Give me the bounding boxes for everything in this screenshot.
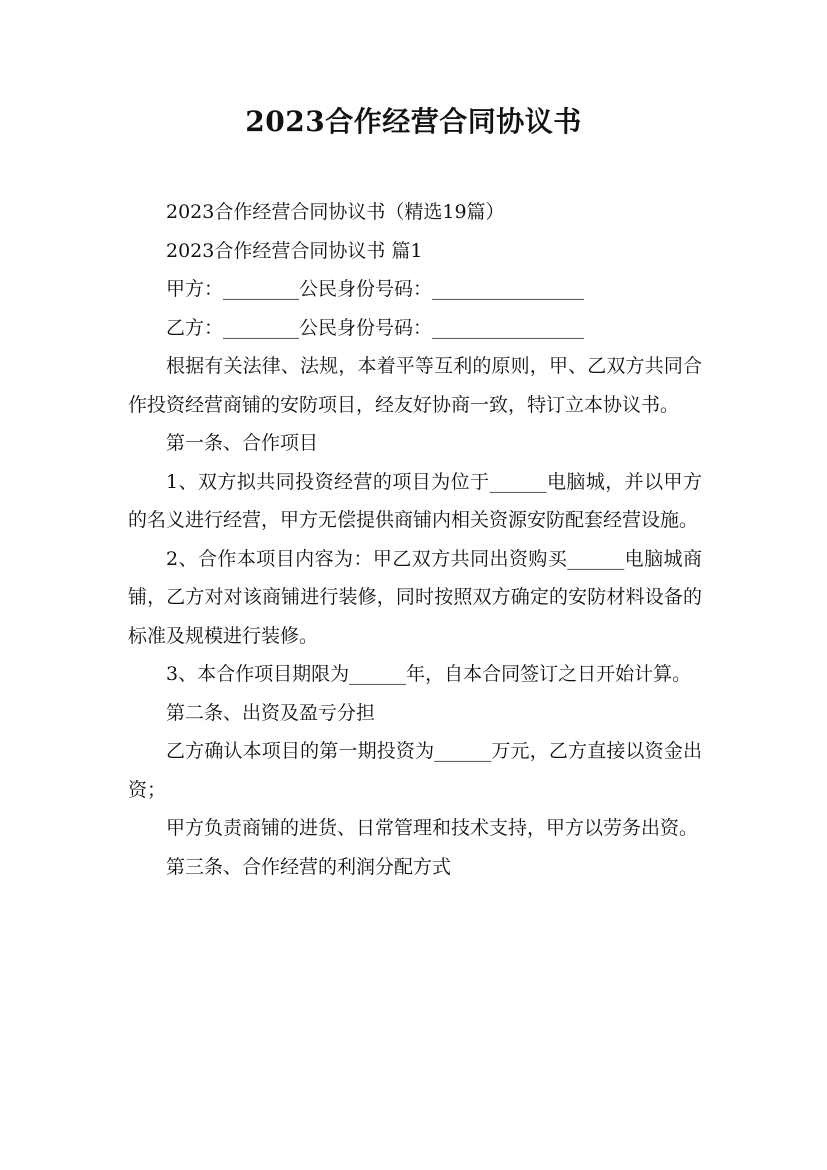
paragraph-article-2-labor: 甲方负责商铺的进货、日常管理和技术支持，甲方以劳务出资。 [166,817,699,839]
paragraph-article-1-item-1: 1、双方拟共同投资经营的项目为位于______电脑城，并以甲方的名义进行经营，甲方无偿提供商铺内相关资源安防配套经营设施。 [128,470,702,531]
paragraph-preamble: 根据有关法律、法规，本着平等互利的原则，甲、乙双方共同合作投资经营商铺的安防项目，经友好协商一致，特订立本协议书。 [128,355,702,416]
document-body [128,193,702,886]
paragraph-article-2-investment: 乙方确认本项目的第一期投资为______万元，乙方直接以资金出资； [128,740,702,801]
paragraph-article-1-item-3: 3、本合作项目期限为______年，自本合同签订之日开始计算。 [166,663,692,685]
paragraph-collection-title: 2023合作经营合同协议书（精选19篇） [166,201,505,223]
paragraph-party-b: 乙方：________公民身份号码：________________ [166,316,585,339]
paragraph-article-2-heading: 第二条、出资及盈亏分担 [166,701,376,724]
paragraph-article-1-item-2: 2、合作本项目内容为：甲乙双方共同出资购买______电脑城商铺，乙方对对该商铺进行装修，同时按照双方确定的安防材料设备的标准及规模进行装修。 [128,547,702,647]
paragraph-party-a: 甲方：________公民身份号码：________________ [166,278,585,300]
paragraph-section-heading: 2023合作经营合同协议书 篇1 [166,239,423,262]
paragraph-article-3-heading: 第三条、合作经营的利润分配方式 [166,855,452,878]
paragraph-article-1-heading: 第一条、合作项目 [166,432,319,454]
document-title: 2023合作经营合同协议书 [245,105,582,138]
